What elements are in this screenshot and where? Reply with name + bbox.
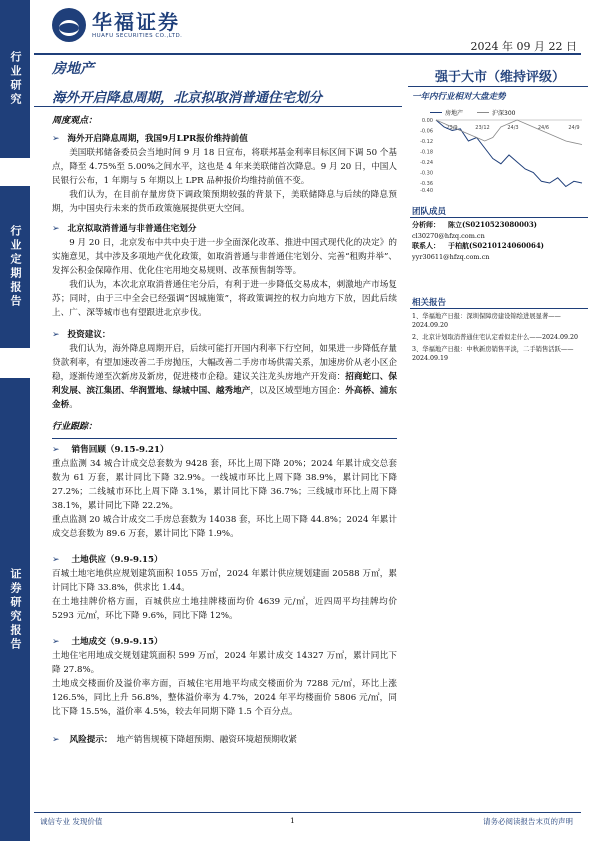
related-report-item[interactable]: 1、华福地产日报：深圳保障房建设锦绘进展显著——2024.09.20 (412, 313, 561, 329)
body-paragraph: 我们认为，本次北京取消普通住宅分后，有利于进一步降低交易成本，刺激地产市场复苏；同时，由于三中全会已经强调“因城施策”，将政策调控的权力向地方下放，因此后续上、广、深等城市也有望跟进北京步伐。 (52, 280, 397, 318)
tracking-heading: ➢ 土地成交（9.9-9.15） (52, 637, 163, 647)
chart-title: 一年内行业相对大盘走势 (412, 92, 506, 102)
sidebar-periodic-report: 行业定期报告 (0, 186, 30, 348)
weekly-view-title: 周度观点： (52, 116, 98, 126)
related-report-item[interactable]: 2、北京计划取消普通住宅认定看似走什么——2024.09.20 (412, 334, 578, 341)
y-tick-label: -0.30 (420, 170, 433, 177)
y-tick-label: -0.24 (420, 160, 433, 166)
arrow-bullet-icon: ➢ (52, 555, 60, 565)
tracking-line: 百城土地宅地供应规划建筑面积 1055 万㎡，2024 年累计供应规划建面 20588 万㎡，累计同比下降 33.8%，供求比 1.44。 (52, 569, 397, 593)
investment-advice-paragraph: 我们认为，海外降息周期开启，后续可能打开国内利率下行空间，如果进一步降低存量贷款利率，有望加速改善二手房抛压，大幅改善二手房市场供需关系，加速房价从老小区企稳，逐渐传递至次新房及新房，促进楼市企稳。建议关注龙头房地产开发商：招商蛇口、保利发展、滨江集团、华润置地、绿城中国、越秀地产，以及区域型地方国企：外高桥、浦东金桥。 (52, 344, 397, 410)
logo-mark-icon (52, 8, 86, 42)
report-headline: 海外开启降息周期，北京拟取消普通住宅划分 (52, 90, 322, 106)
logo-name-en: HUAFU SECURITIES CO.,LTD. (92, 33, 183, 39)
body-paragraph: 美国联邦储备委员会当地时间 9 月 18 日宣布，将联邦基金利率目标区间下调 50 个基点，降至 4.75%至 5.00%之间水平，这也是 4 年来美联储首次降息。9 月 20 日，中国人民银行公布，1 年期与 5 年期以上 LPR 品种报价均维持前值不变。 (52, 148, 397, 186)
arrow-bullet-icon: ➢ (52, 735, 60, 745)
arrow-bullet-icon: ➢ (52, 134, 60, 144)
team-title: 团队成员 (412, 207, 447, 217)
header-divider (34, 53, 581, 55)
sidebar-industry-research: 行业研究 (0, 0, 30, 158)
y-tick-label: 0.00 (421, 118, 433, 124)
left-sidebar (0, 0, 30, 841)
tracking-line: 土地成交楼面价及溢价率方面，百城住宅用地平均成交楼面价为 7288 元/㎡，环比上涨 126.5%，同比上升 56.8%，整体溢价率为 4.7%，2024 年平均楼面价 5806 元/㎡，同比下降 15.5%，溢价率 4.5%，较去年同期下降 1.5 个百分点。 (52, 679, 397, 717)
stock-picks-local: 外高桥、浦东金桥 (52, 386, 397, 410)
related-reports-title: 相关报告 (412, 298, 447, 308)
sector-title: 房地产 (52, 61, 94, 77)
risk-text: 地产销售规模下降超预期、融资环境超预期收紧 (116, 735, 298, 745)
arrow-bullet-icon: ➢ (52, 637, 60, 647)
analyst-email: cl30270@hfzq.com.cn (412, 231, 485, 240)
footer-divider (34, 812, 581, 813)
related-report-item[interactable]: 3、华福地产日报：中秋新房销售平淡，二手销售活跃——2024.09.19 (412, 346, 574, 362)
sidebar-securities-research: 证券研究报告 (0, 378, 30, 841)
risk-label: 风险提示： (69, 735, 113, 745)
team-divider (410, 217, 588, 218)
bullet-heading-text: 北京拟取消普通与非普通住宅划分 (67, 224, 197, 234)
y-tick-label: -0.36 (420, 181, 433, 187)
bullet-heading-text: 海外开启降息周期，我国9月LPR报价维持前值 (67, 134, 248, 144)
tracking-line: 重点监测 34 城合计成交总套数为 9428 套，环比上周下降 20%；2024 年累计成交总套数为 61 万套，累计同比下降 32.9%。一线城市环比上周下降 38.9%，累计同比下降 27.2%；二线城市环比上周下降 3.1%，累计同比下降 36.7%；三线城市环比上周下降 38.1%，累计同比下降 22.2%。 (52, 459, 397, 511)
x-tick-label: 24/6 (537, 125, 550, 131)
stock-picks: 招商蛇口、保利发展、滨江集团、华润置地、绿城中国、越秀地产 (52, 372, 397, 396)
y-tick-label: -0.06 (420, 128, 433, 135)
arrow-bullet-icon: ➢ (52, 445, 60, 455)
related-reports (412, 312, 588, 366)
x-tick-label: 23/12 (475, 125, 490, 131)
contact-role: 联系人： (412, 241, 440, 250)
page-number: 1 (290, 816, 295, 825)
main-content (52, 112, 397, 747)
tracking-heading: ➢ 销售回顾（9.15-9.21） (52, 445, 169, 455)
bullet-heading-text: 投资建议： (67, 330, 111, 340)
y-tick-label: -0.40 (420, 188, 433, 194)
headline-divider (34, 106, 402, 107)
footer-disclaimer: 请务必阅读报告末页的声明 (483, 817, 573, 826)
x-tick-label: 24/9 (568, 125, 580, 131)
footer-slogan: 诚信专业 发现价值 (40, 817, 103, 826)
company-logo (52, 8, 182, 42)
arrow-bullet-icon: ➢ (52, 224, 60, 234)
body-paragraph: 我们认为，在目前存量房贷下调政策预期较强的背景下，美联储降息与后续的降息预期，为中国央行未来的货币政策施展提供更大空间。 (52, 190, 397, 214)
related-divider (410, 308, 588, 309)
contact-email: yyr30611@hfzq.com.cn (412, 252, 490, 261)
rating-divider (408, 86, 588, 87)
tracking-line: 在土地挂牌价格方面，百城供应土地挂牌楼面均价 4639 元/㎡，近四周平均挂牌均价 5293 元/㎡，环比下降 9.6%，同比下降 12%。 (52, 597, 397, 621)
arrow-bullet-icon: ➢ (52, 330, 60, 340)
legend-item-sector: 房地产 (430, 108, 463, 117)
team-members (412, 220, 588, 262)
tracking-divider (52, 438, 397, 439)
bullet-heading (52, 132, 397, 146)
contact-name: 于柏航(S0210124060064) (448, 241, 544, 250)
y-tick-label: -0.12 (420, 139, 433, 145)
relative-performance-chart (410, 104, 588, 196)
tracking-line: 重点监测 20 城合计成交二手房总套数为 14038 套，环比上周下降 44.8%；2024 年累计成交总套数为 89.6 万套，累计同比下降 1.9%。 (52, 515, 397, 539)
risk-warning (52, 733, 397, 747)
analyst-name: 陈立(S0210523080003) (448, 220, 537, 229)
analyst-role: 分析师： (412, 220, 440, 229)
tracking-line: 土地住宅用地成交规划建筑面积 599 万㎡，2024 年累计成交 14327 万㎡，累计同比下降 27.8%。 (52, 651, 397, 675)
x-tick-label: 24/3 (507, 125, 519, 131)
y-tick-label: -0.18 (420, 149, 433, 156)
legend-item-index: 沪深300 (477, 108, 515, 117)
tracking-heading: ➢ 土地供应（9.9-9.15） (52, 555, 163, 565)
rating-badge: 强于大市（维持评级） (434, 70, 565, 85)
report-date: 2024 年 09 月 22 日 (470, 40, 577, 53)
tracking-title: 行业跟踪： (52, 422, 98, 432)
bullet-heading (52, 328, 397, 342)
body-paragraph: 9 月 20 日，北京发布中共中央于进一步全面深化改革、推进中国式现代化的决定》的实施意见，其中涉及多项地产优化政策，如取消普通与非普通住宅划分、完善“租购并举”、发挥公积金保障作用、优化住宅用地交易规则、改革预售制等等。 (52, 238, 397, 276)
x-tick-label: 23/9 (446, 125, 458, 131)
logo-name-cn: 华福证券 (92, 10, 180, 34)
bullet-heading (52, 222, 397, 236)
series-line-index (436, 120, 582, 145)
